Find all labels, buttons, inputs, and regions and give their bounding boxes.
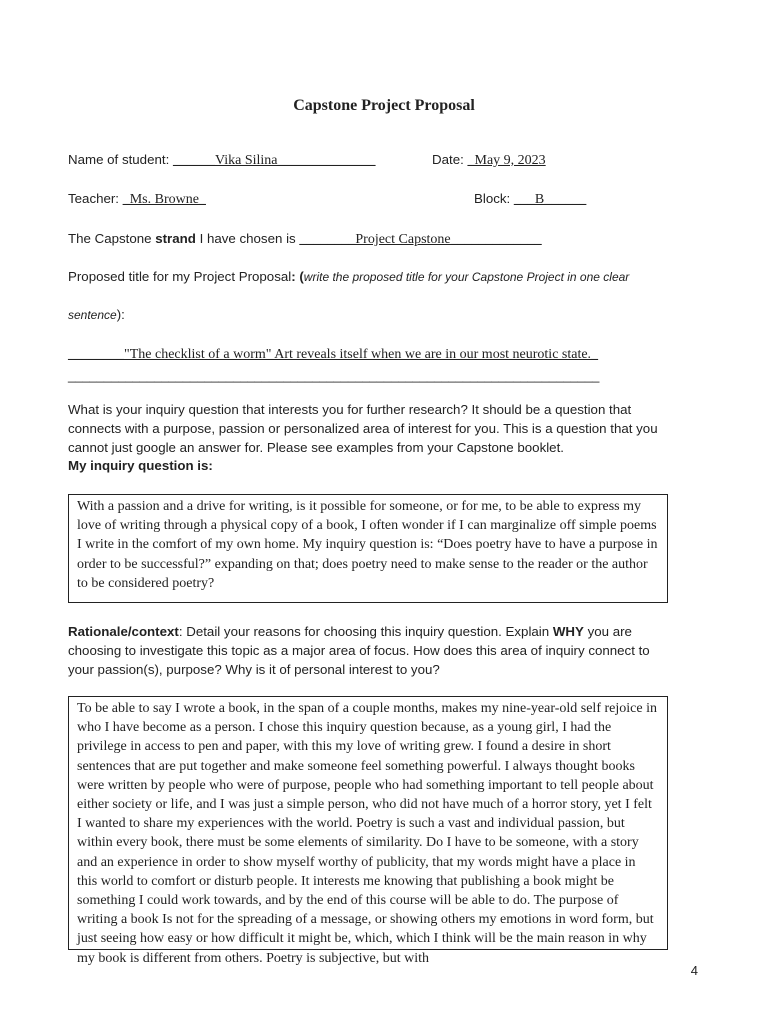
strand-field — [68, 231, 542, 248]
block-label: Block: — [474, 191, 511, 206]
student-name-label: Name of student: — [68, 152, 170, 167]
rationale-answer-box[interactable] — [68, 696, 668, 966]
rationale-prompt-b: you are choosing to investigate this topic as a major area of focus. How does this area of inquiry connect to your passion(s), purpose? Why is it of personal interest to you? — [68, 624, 650, 677]
block-field — [474, 191, 586, 208]
proposal-label: Proposed title for my Project Proposal — [68, 269, 292, 284]
strand-value[interactable]: ________Project Capstone_____________ — [299, 232, 542, 247]
proposal-colon: : — [291, 269, 296, 284]
page-number: 4 — [690, 963, 698, 978]
teacher-field — [68, 191, 206, 208]
strand-suffix: I have chosen is — [199, 231, 296, 246]
proposal-title-underline: __________________________________________________________________________ — [68, 368, 600, 383]
teacher-label: Teacher: — [68, 191, 119, 206]
proposal-title-prompt — [68, 269, 629, 284]
date-field — [432, 152, 546, 169]
block-value[interactable]: ___B______ — [513, 192, 587, 207]
proposal-paren-close: ): — [116, 307, 125, 322]
rationale-why: WHY — [552, 624, 584, 639]
strand-bold: strand — [155, 231, 196, 246]
rationale-label: Rationale/context — [68, 624, 179, 639]
inquiry-label: My inquiry question is: — [68, 458, 213, 473]
proposal-paren-open: ( — [299, 269, 304, 284]
inquiry-answer-text: With a passion and a drive for writing, is it possible for someone, or for me, to be able to express my love of writing through a physical copy of a book, I often wonder if I can marginalize off simple poems I write in the comfort of my own home. My inquiry question is: “Does poetry have to have a purpose in order to be successful?” expanding on that; does poetry need to make sense to the reader or the author to be considered poetry? — [77, 499, 658, 591]
student-name-value[interactable]: ______Vika Silina______________ — [172, 153, 376, 168]
strand-prefix: The Capstone — [68, 231, 152, 246]
inquiry-answer-box[interactable] — [68, 494, 668, 603]
inquiry-prompt: What is your inquiry question that interests you for further research? It should be a question that connects with a purpose, passion or personalized area of interest for you. This is a question that you cannot just google an answer for. Please see examples from your Capstone booklet. — [68, 402, 658, 455]
proposal-instruction-cont: sentence — [68, 308, 117, 322]
teacher-value[interactable]: _Ms. Browne_ — [122, 192, 206, 207]
proposal-instruction: write the proposed title for your Capstone Project in one clear — [303, 270, 630, 284]
date-value[interactable]: _May 9, 2023 — [467, 153, 546, 168]
rationale-prompt-a: : Detail your reasons for choosing this inquiry question. Explain — [178, 624, 553, 639]
rationale-answer-text: To be able to say I wrote a book, in the span of a couple months, makes my nine-year-old self rejoice in who I have become as a person. I chose this inquiry question because, as a young girl, I had the privilege in access to pen and paper, with this my love of writing grew. I found a desire in short sentences that are put together and make someone feel something powerful. I always thought books were written by people who were of purpose, people who had something important to tell people about either society or life, and I was just a simple person, who did not have much of a horror story, yet I felt I wanted to share my experiences with the world. Poetry is such a vast and individual passion, but within every book, there must be some elements of similarity. Do I have to be someone, with a story and an experience in order to show myself worthy of publicity, that my words might have a place in this world to comfort or disturb people. It interests me knowing that publishing a book might be something I could work towards, and by the end of this course will be able to do. The purpose of writing a book Is not for the spreading of a message, or showing others my emotions in word form, but just seeing how easy or how difficult it might be, which, which I think will be the main reason in why my book is different from others. Poetry is subjective, but with — [77, 701, 657, 966]
date-label: Date: — [432, 152, 464, 167]
page-title: Capstone Project Proposal — [293, 97, 475, 114]
rationale-prompt — [68, 622, 678, 679]
proposal-title-value[interactable]: ________"The checklist of a worm" Art reveals itself when we are in our most neurotic state._ — [68, 347, 599, 362]
proposal-title-prompt-cont — [68, 307, 125, 322]
student-name-field — [68, 152, 376, 169]
